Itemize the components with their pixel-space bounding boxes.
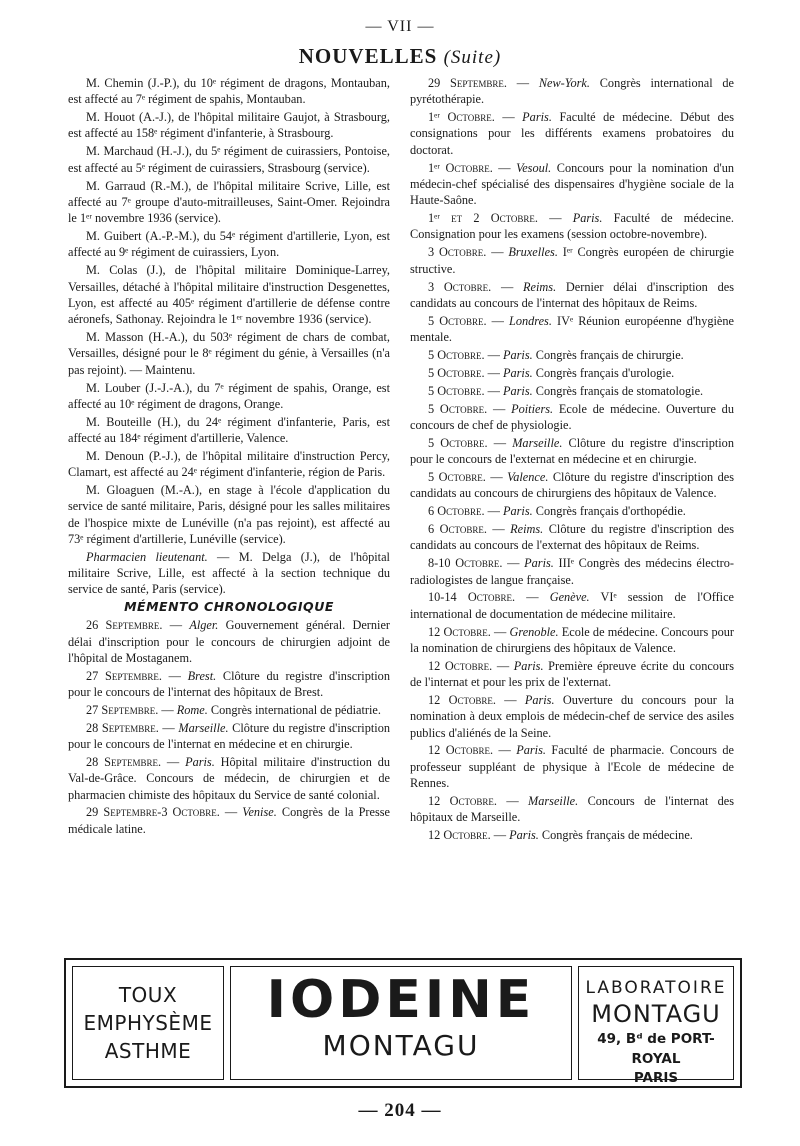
entry-text: Congrès français d'orthopédie. [532, 504, 686, 519]
ad-lab-label: LABORATOIRE [585, 978, 727, 998]
calendar-entry: 27 Septembre. — Rome. Congrès international de pédiatrie. [86, 702, 381, 717]
entry-date: 1ᵉʳ Octobre. [428, 160, 493, 175]
entry-place: Paris. [502, 504, 533, 519]
entry-place: Rome. [176, 702, 208, 717]
calendar-entry: 29 Septembre. — New-York. Congrès international de pyrétothérapie. [410, 76, 734, 107]
right-column [410, 75, 734, 845]
entry-text: Faculté de médecine. Consignation pour les examens (session octobre-novembre). [410, 211, 734, 242]
entry-place: Grenoble. [509, 624, 559, 639]
section-title-suite: (Suite) [443, 47, 502, 68]
entry-date: 29 Septembre. [428, 76, 507, 90]
news-item: M. Denoun (P.-J.), de l'hôpital militaire d'instruction Percy, Clamart, est affecté au 24ᵉ régiment d'infanterie, région de Paris. [68, 448, 390, 480]
calendar-entry: 8-10 Octobre. — Paris. IIIᵉ Congrès des médecins électro-radiologistes de langue française. [410, 556, 734, 587]
entry-place: Marseille. [512, 435, 563, 450]
entry-place: Vesoul. [516, 160, 552, 175]
ad-lab-city: PARIS [633, 1070, 679, 1086]
entry-place: Paris. [502, 383, 533, 398]
calendar-entry: 27 Septembre. — Brest. Clôture du registre d'inscription pour le concours de l'internat des hôpitaux de Brest. [68, 668, 390, 699]
calendar-entry: 5 Octobre. — Poitiers. Ecole de médecine. Ouverture du concours de chef de physiologie. [410, 401, 734, 432]
entry-date: 6 Octobre. [428, 522, 487, 537]
entry-place: Valence. [507, 469, 549, 484]
left-column [68, 75, 390, 839]
calendar-entry: 10-14 Octobre. — Genève. VIᵉ session de l'Office international de documentation de médecine militaire. [410, 590, 734, 621]
entry-text: Congrès international de pyrétothérapie. [410, 76, 734, 107]
entry-date: 1ᵉʳ et 2 Octobre. [428, 211, 538, 226]
entry-place: Londres. [508, 313, 552, 328]
calendar-entry: 5 Octobre. — Paris. Congrès français de chirurgie. [428, 347, 684, 362]
news-item: M. Houot (A.-J.), de l'hôpital militaire Gaujot, à Strasbourg, est affecté au 158ᵉ régiment d'infanterie, à Strasbourg. [68, 110, 390, 141]
rank-label: Pharmacien lieutenant. [86, 549, 208, 564]
entry-place: Reims. [510, 522, 544, 537]
ad-lab-address: 49, Bᵈ de PORT-ROYAL [597, 1031, 715, 1067]
ad-brand-maker: MONTAGU [322, 1029, 480, 1062]
entry-text: Faculté de pharmacie. Concours de professeur suppléant de physique à l'Ecole de médecine de Rennes. [410, 743, 734, 791]
entry-text: Concours de l'internat des hôpitaux de Marseille. [410, 793, 734, 825]
entry-date: 3 Octobre. [428, 279, 492, 294]
calendar-entry: 12 Octobre. — Paris. Faculté de pharmacie. Concours de professeur suppléant de physique à l'Ecole de médecine de Rennes. [410, 743, 734, 791]
entry-text: Première épreuve écrite du concours de l'internat et pour les prix de l'externat. [410, 658, 734, 690]
ad-indication: TOUX [118, 983, 178, 1007]
entry-place: Paris. [509, 828, 539, 843]
entry-date: 27 Septembre. [86, 668, 162, 683]
calendar-entry: 12 Octobre. — Grenoble. Ecole de médecine. Concours pour la nomination de chirurgiens des hôpitaux de Valence. [410, 624, 734, 655]
entry-text: Congrès français d'urologie. [532, 365, 675, 380]
advertisement-banner [64, 958, 742, 1088]
entry-text: Clôture du registre d'inscription des candidats au concours de l'externat des hôpitaux de Reims. [410, 522, 734, 553]
calendar-entry: 12 Octobre. — Paris. Ouverture du concours pour la nomination à deux emplois de médecin-chef de service des asiles publics d'aliénés de la Seine. [410, 692, 735, 740]
entry-date: 12 Octobre. [428, 828, 491, 843]
news-item: M. Chemin (J.-P.), du 10ᵉ régiment de dragons, Montauban, est affecté au 7ᵉ régiment de spahis, Montauban. [68, 76, 390, 107]
calendar-entry: 1ᵉʳ Octobre. — Vesoul. Concours pour la nomination d'un médecin-chef spécialisé des dispensaires d'hygiène sociale de la Haute-Saône. [410, 160, 734, 208]
calendar-entry: 6 Octobre. — Paris. Congrès français d'orthopédie. [428, 504, 686, 519]
entry-date: 10-14 Octobre. [428, 590, 516, 605]
ad-indication: ASTHME [104, 1039, 192, 1063]
entry-date: 5 Octobre. [428, 383, 485, 398]
news-item: M. Garraud (R.-M.), de l'hôpital militaire Scrive, Lille, est affecté au 7ᵉ groupe d'auto-mitrailleuses, Saint-Omer. Rejoindra le 1ᵉʳ novembre 1936 (service). [68, 178, 390, 226]
entry-place: Paris. [502, 365, 533, 380]
entry-place: Genève. [549, 590, 590, 605]
roman-page-number: — VII — [365, 18, 435, 35]
entry-text: Ecole de médecine. Ouverture du concours de chef de physiologie. [410, 401, 734, 432]
news-item: M. Louber (J.-J.-A.), du 7ᵉ régiment de spahis, Orange, est affecté au 10ᵉ régiment de dragons, Orange. [68, 380, 390, 411]
entry-date: 27 Septembre. [86, 702, 159, 717]
entry-date: 3 Octobre. [428, 245, 487, 260]
ad-brand-box [230, 966, 572, 1080]
entry-date: 12 Octobre. [428, 743, 494, 758]
entry-text: Clôture du registre d'inscription pour le concours de l'internat en médecine et en chirurgie. [68, 720, 390, 752]
ad-laboratory-box [578, 966, 734, 1086]
entry-date: 8-10 Octobre. [428, 556, 503, 571]
entry-date: 28 Septembre. [86, 720, 159, 735]
entry-text: IIIᵉ Congrès des médecins électro-radiologistes de langue française. [410, 556, 734, 587]
news-item: M. Guibert (A.-P.-M.), du 54ᵉ régiment d'artillerie, Lyon, est affecté au 9ᵉ régiment de cuirassiers, Lyon. [68, 229, 390, 260]
calendar-entry: 29 Septembre-3 Octobre. — Venise. Congrès de la Presse médicale latine. [68, 805, 390, 836]
entry-text: Dernier délai d'inscription des candidats au concours de l'internat des hôpitaux de Reims. [410, 279, 734, 310]
calendar-entry: 28 Septembre. — Paris. Hôpital militaire d'instruction du Val-de-Grâce. Concours de médecin, de chirurgien et de pharmacien chimiste des hôpitaux du Service de santé colonial. [68, 754, 390, 802]
calendar-entry: 12 Octobre. — Paris. Congrès français de médecine. [428, 828, 693, 843]
entry-text: Ouverture du concours pour la nomination à deux emplois de médecin-chef de service des asiles publics d'aliénés de la Seine. [410, 692, 735, 740]
entry-place: New-York. [538, 76, 590, 90]
entry-place: Paris. [572, 211, 603, 226]
news-item [68, 549, 390, 598]
entry-text: Clôture du registre d'inscription pour le concours de l'internat des hôpitaux de Brest. [68, 668, 390, 699]
entry-place: Venise. [242, 805, 277, 820]
calendar-entry: 6 Octobre. — Reims. Clôture du registre d'inscription des candidats au concours de l'externat des hôpitaux de Reims. [410, 522, 734, 553]
entry-place: Paris. [502, 347, 533, 362]
entry-place: Paris. [513, 658, 544, 673]
calendar-entry: 12 Octobre. — Marseille. Concours de l'internat des hôpitaux de Marseille. [410, 793, 734, 825]
entry-place: Paris. [524, 692, 555, 707]
entry-date: 5 Octobre. [428, 469, 486, 484]
news-item: M. Marchaud (H.-J.), du 5ᵉ régiment de cuirassiers, Pontoise, est affecté au 5ᵉ régiment de cuirassiers, Strasbourg (service). [68, 144, 390, 175]
entry-text: IVᵉ Réunion européenne d'hygiène mentale. [410, 313, 734, 345]
entry-date: 5 Octobre. [428, 401, 488, 416]
entry-place: Poitiers. [511, 401, 554, 416]
news-item: M. Bouteille (H.), du 24ᵉ régiment d'infanterie, Paris, est affecté au 184ᵉ régiment d'artillerie, Valence. [68, 414, 390, 445]
ad-lab-name: MONTAGU [591, 1000, 721, 1028]
entry-date: 1ᵉʳ Octobre. [428, 110, 495, 125]
entry-place: Bruxelles. [508, 245, 558, 260]
entry-date: 5 Octobre. [428, 365, 485, 380]
section-title-text: NOUVELLES [298, 44, 438, 68]
ad-indication: EMPHYSÈME [83, 1011, 213, 1035]
calendar-entry: 5 Octobre. — Marseille. Clôture du registre d'inscription pour le concours de l'externat en médecine et en chirurgie. [410, 435, 734, 467]
entry-text: Hôpital militaire d'instruction du Val-de-Grâce. Concours de médecin, de chirurgien et de pharmacien chimiste des hôpitaux du Service de santé colonial. [68, 754, 390, 802]
entry-text: Clôture du registre d'inscription des candidats au concours de chirurgiens des hôpitaux de Valence. [410, 469, 734, 501]
entry-date: 12 Octobre. [428, 692, 496, 707]
news-item: M. Masson (H.-A.), du 503ᵉ régiment de chars de combat, Versailles, désigné pour le 8ᵉ régiment du génie, à Versailles (n'a pas rejoint). — Maintenu. [68, 330, 390, 377]
entry-date: 12 Octobre. [428, 624, 491, 639]
entry-date: 6 Octobre. [428, 504, 485, 519]
entry-text: Congrès français de stomatologie. [532, 383, 704, 398]
calendar-entry: 5 Octobre. — Valence. Clôture du registre d'inscription des candidats au concours de chirurgiens des hôpitaux de Valence. [410, 469, 734, 501]
entry-text: Congrès français de médecine. [538, 828, 693, 843]
news-item: M. Colas (J.), de l'hôpital militaire Dominique-Larrey, Versailles, détaché à l'hôpital militaire d'instruction Desgenettes, Lyon, est affecté au 405ᵉ régiment d'artillerie de défense contre aéronefs, Sathonay. Rejoindra le 1ᵉʳ novembre 1936 (service). [68, 263, 390, 327]
entry-text: VIᵉ session de l'Office international de documentation de médecine militaire. [410, 590, 734, 621]
entry-place: Brest. [187, 668, 217, 683]
entry-text: Concours pour la nomination d'un médecin-chef spécialisé des dispensaires d'hygiène sociale de la Haute-Saône. [410, 160, 734, 208]
news-item-text: — M. Delga (J.), de l'hôpital militaire Scrive, Lille, est affecté à la section technique du service de santé, Paris (service). [68, 549, 390, 597]
news-item: M. Gloaguen (M.-A.), en stage à l'école d'application du service de santé militaire, Paris, désigné pour les salles militaires de l'hospice mixte de Lunéville (n'a pas rejoint), est affecté au 73ᵉ régiment d'artillerie, Lunéville (service). [68, 483, 390, 546]
entry-text: Iᵉʳ Congrès européen de chirurgie structive. [410, 245, 734, 276]
calendar-entry: 5 Octobre. — Londres. IVᵉ Réunion européenne d'hygiène mentale. [410, 313, 734, 345]
ad-brand-name: IODEINE [266, 970, 536, 1030]
entry-place: Paris. [185, 754, 215, 769]
section-title [0, 44, 800, 69]
entry-date: 12 Octobre. [428, 658, 493, 673]
calendar-entry: 1ᵉʳ Octobre. — Paris. Faculté de médecine. Début des consignations pour les différents examens probatoires du doctorat. [410, 110, 734, 157]
entry-text: Congrès de la Presse médicale latine. [68, 805, 390, 836]
entry-place: Marseille. [178, 720, 229, 735]
entry-text: Clôture du registre d'inscription pour le concours de l'externat en médecine et en chirurgie. [410, 435, 734, 467]
entry-date: 28 Septembre. [86, 754, 162, 769]
calendar-entry: 3 Octobre. — Reims. Dernier délai d'inscription des candidats au concours de l'internat des hôpitaux de Reims. [410, 279, 734, 310]
entry-date: 5 Octobre. [428, 347, 485, 362]
entry-place: Marseille. [528, 793, 579, 808]
entry-text: Ecole de médecine. Concours pour la nomination de chirurgiens des hôpitaux de Valence. [410, 624, 734, 655]
calendar-entry: 5 Octobre. — Paris. Congrès français d'urologie. [428, 365, 675, 380]
entry-date: 5 Octobre. [428, 435, 488, 450]
page-number: — 204 — [358, 1100, 442, 1121]
entry-place: Paris. [524, 556, 554, 571]
calendar-entry: 1ᵉʳ et 2 Octobre. — Paris. Faculté de médecine. Consignation pour les examens (session octobre-novembre). [410, 211, 734, 242]
entry-text: Gouvernement général. Dernier délai d'inscription pour le concours de chirurgien adjoint de l'hôpital de Mostaganem. [68, 618, 391, 665]
entry-place: Paris. [522, 110, 552, 125]
entry-place: Paris. [516, 743, 546, 758]
calendar-entry: 12 Octobre. — Paris. Première épreuve écrite du concours de l'internat et pour les prix de l'externat. [410, 658, 734, 690]
calendar-entry: 5 Octobre. — Paris. Congrès français de stomatologie. [428, 383, 704, 398]
entry-place: Reims. [523, 279, 557, 294]
ad-indications-box [72, 966, 224, 1080]
entry-date: 12 Octobre. [428, 793, 497, 808]
memento-heading: MÉMENTO CHRONOLOGIQUE [124, 599, 334, 615]
entry-text: Congrès international de pédiatrie. [207, 702, 381, 717]
entry-date: 29 Septembre-3 Octobre. [86, 805, 220, 820]
entry-text: Faculté de médecine. Début des consignations pour les différents examens probatoires du doctorat. [410, 110, 734, 157]
entry-text: Congrès français de chirurgie. [532, 347, 684, 362]
calendar-entry: 3 Octobre. — Bruxelles. Iᵉʳ Congrès européen de chirurgie structive. [410, 245, 734, 276]
entry-date: 5 Octobre. [428, 313, 487, 328]
calendar-entry: 28 Septembre. — Marseille. Clôture du registre d'inscription pour le concours de l'internat en médecine et en chirurgie. [68, 720, 390, 752]
calendar-entry: 26 Septembre. — Alger. Gouvernement général. Dernier délai d'inscription pour le concours de chirurgien adjoint de l'hôpital de Mostaganem. [68, 618, 391, 665]
entry-place: Alger. [189, 618, 219, 633]
entry-date: 26 Septembre. [86, 618, 163, 633]
